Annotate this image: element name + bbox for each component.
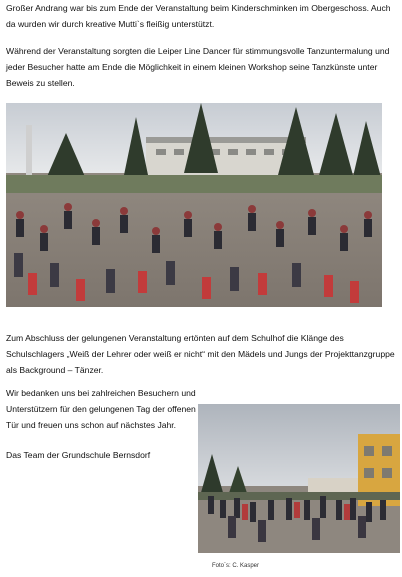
photo-schoolyard-dance <box>6 103 382 307</box>
paragraph-schulschlager: Zum Abschluss der gelungenen Veranstaltung ertönten auf dem Schulhof die Klänge des Schulschlagers „Weiß der Lehrer oder weiß er nicht“ mit den Mädels und Jungs der Projekttanzgruppe als Background – Tänzer. <box>6 333 395 375</box>
paragraph-thanks: Wir bedanken uns bei zahlreichen Besuchern und Unterstützern für den gelungenen Tag der offenen Tür und freuen uns schon auf nächstes Jahr. <box>6 388 196 430</box>
paragraph-kinderschminken: Großer Andrang war bis zum Ende der Veranstaltung beim Kinderschminken im Obergeschoss. Auch da wurden wir durch kreative Mutti`s fleißig unterstützt. <box>6 3 391 29</box>
paragraph-line-dancer: Während der Veranstaltung sorgten die Leiper Line Dancer für stimmungsvolle Tanzuntermalung und jeder Besucher hatte am Ende die Möglichkeit in einem kleinen Workshop seine Tanzkünste unter Beweis zu stellen. <box>6 46 390 88</box>
photo-credit: Foto`s: C. Kasper <box>212 563 260 569</box>
signature-team: Das Team der Grundschule Bernsdorf <box>6 450 151 460</box>
photo-schoolyard-circle <box>198 404 400 553</box>
